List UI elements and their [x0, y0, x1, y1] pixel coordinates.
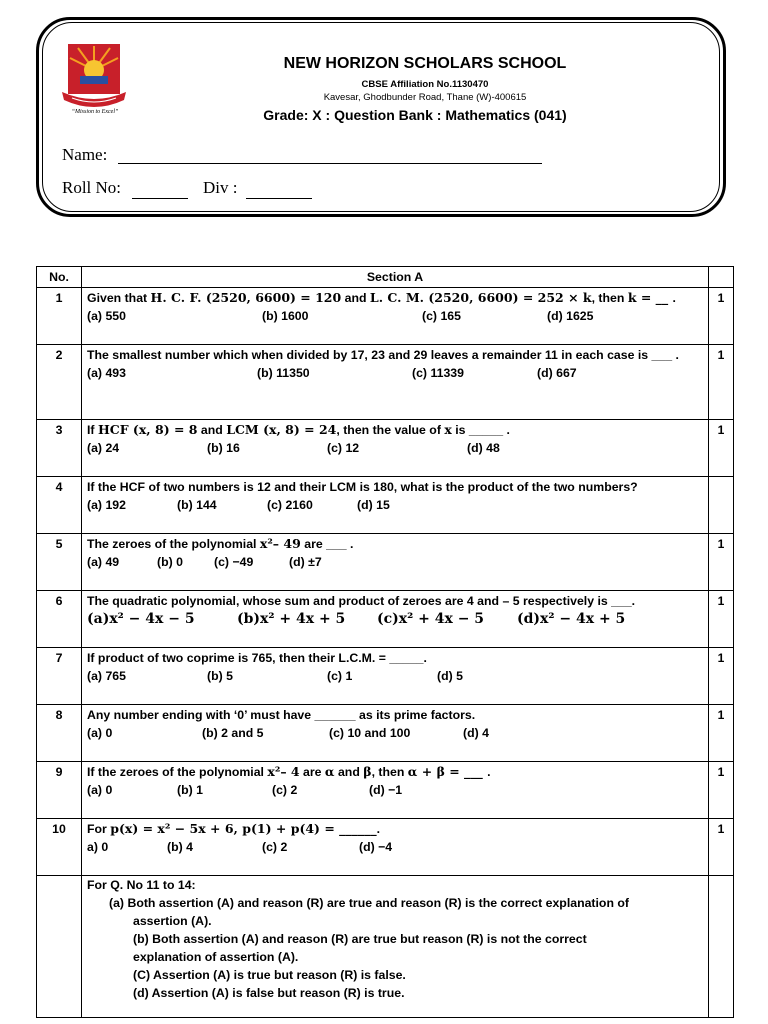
question-text: The quadratic polynomial, whose sum and product of zeroes are 4 and – 5 respectively is ___.	[87, 594, 636, 608]
question-text-part: For	[87, 822, 111, 836]
question-text	[87, 763, 703, 781]
answer-option: (c) 10 and 100	[329, 726, 411, 740]
answer-option: (b) 5	[207, 669, 233, 683]
question-marks	[709, 477, 734, 534]
answer-options	[87, 838, 703, 856]
roll-field-line[interactable]	[132, 198, 188, 199]
answer-option: (d) 1625	[547, 309, 594, 323]
answer-option: (c) −49	[214, 555, 254, 569]
question-text-part: The zeroes of the polynomial	[87, 537, 260, 551]
question-text-part: HCF (x, 8) = 8	[97, 422, 198, 437]
table-row	[37, 420, 734, 477]
answer-options	[87, 496, 703, 514]
answer-option: (b) 4	[167, 840, 193, 854]
assertion-no-cell	[37, 876, 82, 1018]
question-text-part: x²– 4	[267, 764, 300, 779]
question-text-part: k = __	[627, 290, 673, 305]
assertion-option-b: (b) Both assertion (A) and reason (R) are true but reason (R) is not the correct	[133, 932, 587, 946]
assertion-instructions	[82, 876, 709, 1018]
question-marks: 1	[709, 591, 734, 648]
question-text	[87, 289, 703, 307]
question-marks: 1	[709, 819, 734, 876]
question-text-part: .	[376, 822, 381, 836]
question-cell	[82, 345, 709, 420]
assertion-option-c: (C) Assertion (A) is true but reason (R) is false.	[133, 968, 406, 982]
question-marks: 1	[709, 534, 734, 591]
question-text-part: , then	[371, 765, 408, 779]
question-text-part: LCM (x, 8) = 24	[226, 422, 337, 437]
school-name: NEW HORIZON SCHOLARS SCHOOL	[283, 55, 567, 72]
answer-options	[87, 439, 703, 457]
answer-option: (d) 15	[357, 498, 390, 512]
question-marks: 1	[709, 288, 734, 345]
answer-options	[87, 781, 703, 799]
question-cell	[82, 534, 709, 591]
question-number: 7	[37, 648, 82, 705]
table-row	[37, 705, 734, 762]
question-number: 2	[37, 345, 82, 420]
table-row	[37, 288, 734, 345]
assertion-option-a-cont: assertion (A).	[133, 914, 212, 928]
question-text-part: If	[87, 423, 98, 437]
question-text-part: α	[324, 764, 335, 779]
section-title: Section A	[82, 267, 709, 288]
question-text	[87, 535, 703, 553]
assertion-option-b-cont: explanation of assertion (A).	[133, 950, 299, 964]
roll-label: Roll No:	[62, 178, 122, 197]
table-row	[37, 819, 734, 876]
question-marks: 1	[709, 345, 734, 420]
answer-option: (a) 49	[87, 555, 120, 569]
question-number: 8	[37, 705, 82, 762]
answer-option: (c) 165	[422, 309, 461, 323]
answer-options	[87, 724, 703, 742]
question-text-part: x	[444, 422, 452, 437]
question-text: If product of two coprime is 765, then their L.C.M. = _____.	[87, 651, 427, 665]
table-row	[37, 477, 734, 534]
answer-options	[87, 610, 703, 628]
question-text-part: α + β = ___	[407, 764, 488, 779]
answer-option: (d) 4	[463, 726, 489, 740]
div-field-line[interactable]	[246, 198, 312, 199]
answer-option: (a) 493	[87, 366, 126, 380]
question-text-part: , then the value of	[336, 423, 445, 437]
question-text-part: p(x) = x² − 5x + 6, p(1) + p(4) = ______	[110, 821, 377, 836]
answer-option: (d) ±7	[289, 555, 322, 569]
question-text: Any number ending with ‘0’ must have ______ as its prime factors.	[87, 708, 476, 722]
question-text-part: .	[487, 765, 491, 779]
question-marks: 1	[709, 762, 734, 819]
table-row	[37, 534, 734, 591]
question-marks: 1	[709, 705, 734, 762]
question-number: 10	[37, 819, 82, 876]
table-row	[37, 648, 734, 705]
answer-option: (b) 1600	[262, 309, 309, 323]
assertion-intro: For Q. No 11 to 14:	[87, 878, 196, 892]
answer-option: (c) 12	[327, 441, 360, 455]
answer-option: (c) 2160	[267, 498, 313, 512]
answer-option: (b) 1	[177, 783, 203, 797]
answer-option: (d) −1	[369, 783, 403, 797]
question-number: 4	[37, 477, 82, 534]
question-text-part: If the zeroes of the polynomial	[87, 765, 268, 779]
school-motto: “Mission to Excel”	[71, 109, 119, 115]
question-text	[87, 421, 703, 439]
question-cell	[82, 591, 709, 648]
question-marks: 1	[709, 648, 734, 705]
answer-option: (a)x² − 4x − 5	[87, 611, 195, 627]
school-address: Kavesar, Ghodbunder Road, Thane (W)-400615	[323, 92, 527, 103]
answer-option: (c) 2	[272, 783, 298, 797]
answer-option: (b) 2 and 5	[202, 726, 264, 740]
question-text-part: , then	[591, 291, 628, 305]
answer-option: (b)x² + 4x + 5	[237, 611, 346, 627]
question-text-part: and	[341, 291, 370, 305]
answer-option: (c) 2	[262, 840, 288, 854]
question-text-part: and	[334, 765, 364, 779]
assertion-instructions-row	[37, 876, 734, 1018]
question-number: 5	[37, 534, 82, 591]
question-cell	[82, 762, 709, 819]
answer-option: (d) 667	[537, 366, 577, 380]
answer-options	[87, 364, 703, 382]
answer-option: (a) 765	[87, 669, 126, 683]
question-text-part: L. C. M. (2520, 6600) = 252 × k	[369, 290, 592, 305]
table-header-row	[37, 267, 734, 288]
answer-option: (a) 550	[87, 309, 126, 323]
answer-option: (c) 1	[327, 669, 353, 683]
question-cell	[82, 648, 709, 705]
table-row	[37, 762, 734, 819]
question-cell	[82, 288, 709, 345]
answer-option: (c) 11339	[412, 366, 464, 380]
question-text-part: are	[299, 765, 325, 779]
answer-options	[87, 667, 703, 685]
table-row	[37, 591, 734, 648]
affiliation-number: CBSE Affiliation No.1130470	[361, 79, 489, 90]
question-cell	[82, 705, 709, 762]
assertion-mark-cell	[709, 876, 734, 1018]
question-number: 1	[37, 288, 82, 345]
question-number: 6	[37, 591, 82, 648]
question-text-part: and	[197, 423, 227, 437]
question-cell	[82, 477, 709, 534]
answer-option: (c)x² + 4x − 5	[377, 611, 485, 627]
question-number: 3	[37, 420, 82, 477]
question-text-part: .	[672, 291, 676, 305]
name-label: Name:	[62, 145, 108, 164]
question-number: 9	[37, 762, 82, 819]
answer-option: (b) 16	[207, 441, 240, 455]
answer-option: (a) 0	[87, 783, 113, 797]
question-cell	[82, 819, 709, 876]
answer-option: (d) 48	[467, 441, 500, 455]
question-text-part: x²– 49	[259, 536, 301, 551]
answer-option: (d) 5	[437, 669, 463, 683]
question-cell	[82, 420, 709, 477]
column-no-header: No.	[37, 267, 82, 288]
question-text-part: is _____ .	[451, 423, 510, 437]
answer-option: (d)x² − 4x + 5	[517, 611, 626, 627]
question-text: If the HCF of two numbers is 12 and their LCM is 180, what is the product of the two numbers?	[87, 480, 638, 494]
div-label: Div :	[203, 178, 238, 197]
answer-option: (a) 192	[87, 498, 126, 512]
answer-option: a) 0	[87, 840, 109, 854]
answer-option: (b) 0	[157, 555, 183, 569]
assertion-option-a: (a) Both assertion (A) and reason (R) are true and reason (R) is the correct explanation of	[109, 896, 629, 910]
assertion-option-d: (d) Assertion (A) is false but reason (R) is true.	[133, 986, 405, 1000]
question-text-part: β	[363, 764, 372, 779]
question-table	[36, 266, 734, 1018]
answer-option: (b) 11350	[257, 366, 310, 380]
name-field-line[interactable]	[118, 163, 542, 164]
answer-option: (b) 144	[177, 498, 217, 512]
question-text-part: H. C. F. (2520, 6600) = 120	[150, 290, 342, 305]
table-row	[37, 345, 734, 420]
question-text-part: are ___ .	[300, 537, 354, 551]
question-text	[87, 820, 703, 838]
question-text-part: Given that	[87, 291, 151, 305]
question-marks: 1	[709, 420, 734, 477]
answer-option: (d) −4	[359, 840, 393, 854]
answer-option: (a) 24	[87, 441, 120, 455]
school-logo	[58, 42, 130, 118]
answer-options	[87, 553, 703, 571]
question-text: The smallest number which when divided by 17, 23 and 29 leaves a remainder 11 in each case is ___ .	[87, 348, 679, 362]
answer-options	[87, 307, 703, 325]
answer-option: (a) 0	[87, 726, 113, 740]
grade-title: Grade: X : Question Bank : Mathematics (041)	[263, 107, 567, 123]
marks-header	[709, 267, 734, 288]
